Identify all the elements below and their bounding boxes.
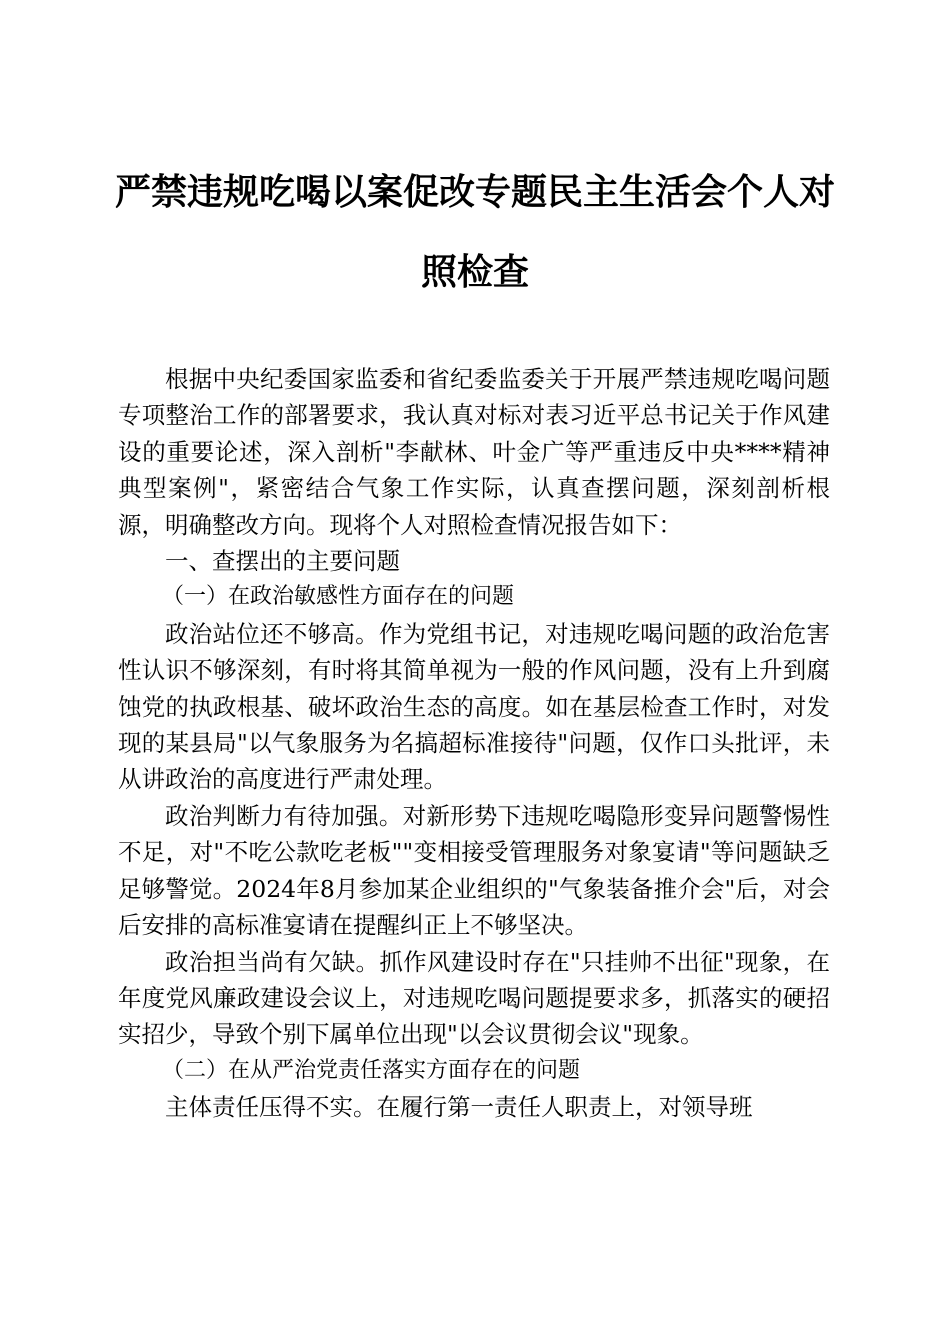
intro-paragraph: 根据中央纪委国家监委和省纪委监委关于开展严禁违规吃喝问题专项整治工作的部署要求，我认真对标对表习近平总书记关于作风建设的重要论述，深入剖析"李献林、叶金广等严重违反中央****精神典型案例"，紧密结合气象工作实际，认真查摆问题，深刻剖析根源，明确整改方向。现将个人对照检查情况报告如下： — [118, 365, 830, 539]
subsection-heading-2: （二）在从严治党责任落实方面存在的问题 — [162, 1057, 581, 1083]
document-title: 严禁违规吃喝以案促改专题民主生活会个人对照检查 — [114, 171, 835, 293]
body-paragraph: 政治判断力有待加强。对新形势下违规吃喝隐形变异问题警惕性不足，对"不吃公款吃老板""变相接受管理服务对象宴请"等问题缺乏足够警觉。2024年8月参加某企业组织的"气象装备推介会"后，对会后安排的高标准宴请在提醒纠正上不够坚决。 — [118, 801, 830, 940]
section-heading-1: 一、查摆出的主要问题 — [165, 547, 400, 576]
body-paragraph: 政治担当尚有欠缺。抓作风建设时存在"只挂帅不出征"现象，在年度党风廉政建设会议上，对违规吃喝问题提要求多，抓落实的硬招实招少，导致个别下属单位出现"以会议贯彻会议"现象。 — [118, 947, 830, 1049]
subsection-heading-1: （一）在政治敏感性方面存在的问题 — [162, 584, 515, 610]
body-paragraph: 政治站位还不够高。作为党组书记，对违规吃喝问题的政治危害性认识不够深刻，有时将其简单视为一般的作风问题，没有上升到腐蚀党的执政根基、破坏政治生态的高度。如在基层检查工作时，对发现的某县局"以气象服务为名搞超标准接待"问题，仅作口头批评，未从讲政治的高度进行严肃处理。 — [118, 619, 830, 794]
document-body — [118, 361, 830, 1126]
body-paragraph: 主体责任压得不实。在履行第一责任人职责上，对领导班 — [165, 1093, 753, 1122]
